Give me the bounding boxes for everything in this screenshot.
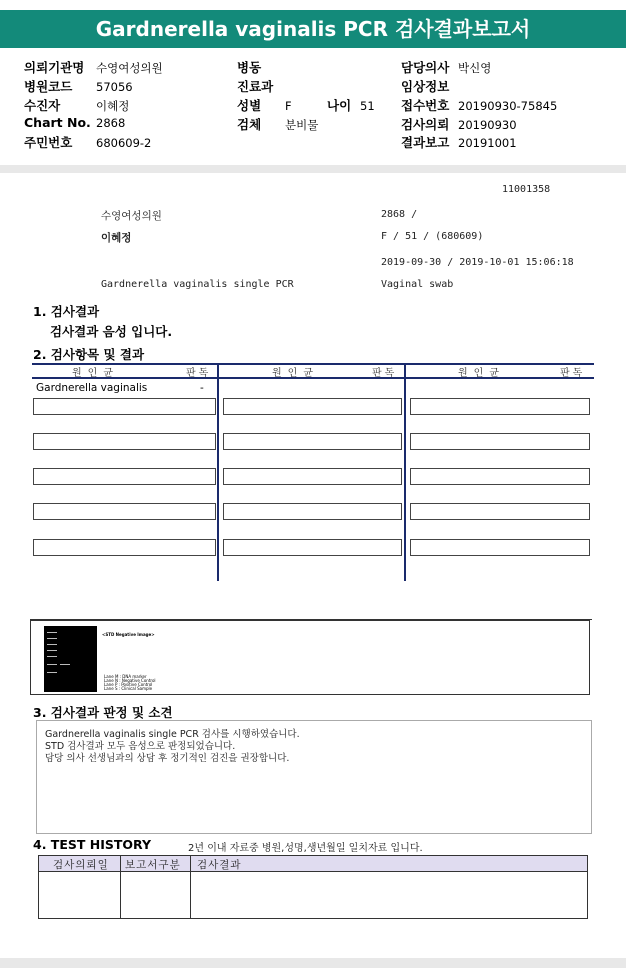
- grid-divider-1: [217, 363, 219, 581]
- slip-chart: 2868 /: [381, 209, 418, 220]
- result-cell: [223, 468, 402, 485]
- receipt-label: 접수번호: [401, 98, 450, 113]
- id-field: [24, 133, 151, 151]
- gel-electrophoresis-image: [44, 626, 97, 692]
- clinic-value: 수영여성의원: [96, 61, 163, 75]
- opinion-box: [36, 720, 592, 834]
- specimen-label: 검체: [237, 117, 262, 132]
- patient-label: 수진자: [24, 98, 61, 113]
- patient-info-panel: [0, 50, 626, 168]
- opinion-line: STD 검사결과 모두 음성으로 판정되었습니다.: [45, 741, 236, 752]
- bottom-band: [0, 958, 626, 968]
- age-field: [327, 96, 375, 114]
- clinic-label: 의뢰기관명: [24, 60, 85, 75]
- gel-band: [47, 656, 57, 657]
- result-cell: [410, 468, 590, 485]
- clinical-label: 임상정보: [401, 79, 450, 94]
- gel-band: [47, 644, 57, 645]
- history-col-request-date: 검사의뢰일: [53, 859, 109, 871]
- history-col-report-type: 보고서구분: [125, 859, 181, 871]
- result-cell: [223, 503, 402, 520]
- gel-legend-line: Lane P : Positive Control: [104, 682, 153, 687]
- col-judge-2: 판독: [372, 368, 398, 379]
- result-cell: [410, 398, 590, 415]
- col-organism-3: 원인균: [458, 368, 505, 379]
- age-value: 51: [360, 99, 375, 113]
- hospital-code-label: 병원코드: [24, 79, 73, 94]
- gel-legend-line: Lane S : Clinical Sample: [104, 686, 153, 691]
- result-cell: [33, 398, 216, 415]
- specimen-field: [237, 115, 318, 133]
- result-summary: 검사결과 음성 입니다.: [50, 324, 173, 339]
- grid-divider-2: [404, 363, 406, 581]
- result-cell: [410, 433, 590, 450]
- slip-patient: 이혜정: [101, 232, 132, 244]
- history-header-row: [39, 856, 587, 872]
- organism-judge: -: [200, 382, 204, 394]
- organism-name: Gardnerella vaginalis: [36, 382, 148, 394]
- col-organism-2: 원인균: [272, 368, 319, 379]
- gel-band: [60, 664, 70, 665]
- gel-band: [47, 650, 57, 651]
- col-organism-1: 원인균: [72, 368, 119, 379]
- request-value: 20190930: [458, 118, 517, 132]
- section-separator: [0, 165, 626, 173]
- chart-label: Chart No.: [24, 115, 91, 130]
- result-cell: [33, 468, 216, 485]
- sex-value: F: [285, 99, 292, 113]
- report-title: Gardnerella vaginalis PCR 검사결과보고서: [0, 10, 626, 48]
- result-cell: [33, 433, 216, 450]
- test-history-table: [38, 855, 588, 919]
- report-date-field: [401, 133, 517, 151]
- col-judge-1: 판독: [186, 368, 212, 379]
- gel-caption: <STD Negative Image>: [102, 632, 155, 637]
- gel-band: [47, 672, 57, 673]
- slip-specimen: Vaginal swab: [381, 279, 454, 290]
- section4-title: 4. TEST HISTORY: [33, 837, 152, 852]
- doctor-label: 담당의사: [401, 60, 450, 75]
- id-value: 680609-2: [96, 136, 152, 150]
- slip-number: 11001358: [502, 184, 551, 195]
- section1-title: 1. 검사결과: [33, 304, 100, 319]
- patient-field: [24, 96, 129, 114]
- chart-value: 2868: [96, 116, 126, 130]
- gel-band: [47, 664, 57, 665]
- result-cell: [33, 539, 216, 556]
- receipt-value: 20190930-75845: [458, 99, 558, 113]
- ward-label: 병동: [237, 60, 262, 75]
- opinion-line: Gardnerella vaginalis single PCR 검사를 시행하였습니다.: [45, 729, 300, 740]
- age-label: 나이: [327, 98, 352, 113]
- request-field: [401, 115, 517, 133]
- report-date-label: 결과보고: [401, 135, 450, 150]
- clinic-field: [24, 58, 163, 76]
- result-cell: [410, 539, 590, 556]
- doctor-field: [401, 58, 491, 76]
- result-cell: [223, 398, 402, 415]
- slip-clinic: 수영여성의원: [101, 210, 162, 222]
- section2-title: 2. 검사항목 및 결과: [33, 347, 145, 362]
- receipt-field: [401, 96, 557, 114]
- opinion-line: 담당 의사 선생님과의 상담 후 정기적인 검진을 권장합니다.: [45, 753, 290, 764]
- report-date-value: 20191001: [458, 136, 517, 150]
- sex-label: 성별: [237, 98, 262, 113]
- slip-sex-age: F / 51 / (680609): [381, 231, 484, 242]
- request-label: 검사의뢰: [401, 117, 450, 132]
- section3-title: 3. 검사결과 판정 및 소견: [33, 705, 173, 720]
- dept-label: 진료과: [237, 79, 274, 94]
- slip-dates: 2019-09-30 / 2019-10-01 15:06:18: [381, 257, 574, 268]
- gel-legend-line: Lane M : DNA marker: [104, 674, 147, 679]
- history-col-divider: [190, 856, 191, 918]
- dept-field: [237, 77, 285, 95]
- id-label: 주민번호: [24, 135, 73, 150]
- result-cell: [410, 503, 590, 520]
- history-col-divider: [120, 856, 121, 918]
- result-cell: [223, 433, 402, 450]
- hospital-code-field: [24, 77, 133, 95]
- sex-field: [237, 96, 292, 114]
- doctor-value: 박신영: [458, 61, 492, 75]
- hospital-code-value: 57056: [96, 80, 133, 94]
- col-judge-3: 판독: [560, 368, 586, 379]
- clinical-field: [401, 77, 458, 95]
- specimen-value: 분비물: [285, 118, 319, 132]
- result-grid: [32, 363, 594, 581]
- gel-legend-line: Lane N : Negative Control: [104, 678, 156, 683]
- ward-field: [237, 58, 285, 76]
- history-note: 2년 이내 자료중 병원,성명,생년월일 일치자료 입니다.: [188, 843, 423, 854]
- slip-test-name: Gardnerella vaginalis single PCR: [101, 279, 294, 290]
- history-col-result: 검사결과: [197, 859, 242, 871]
- result-cell: [33, 503, 216, 520]
- gel-band: [47, 632, 57, 633]
- patient-value: 이혜정: [96, 99, 130, 113]
- result-cell: [223, 539, 402, 556]
- gel-band: [47, 638, 57, 639]
- chart-field: [24, 115, 125, 130]
